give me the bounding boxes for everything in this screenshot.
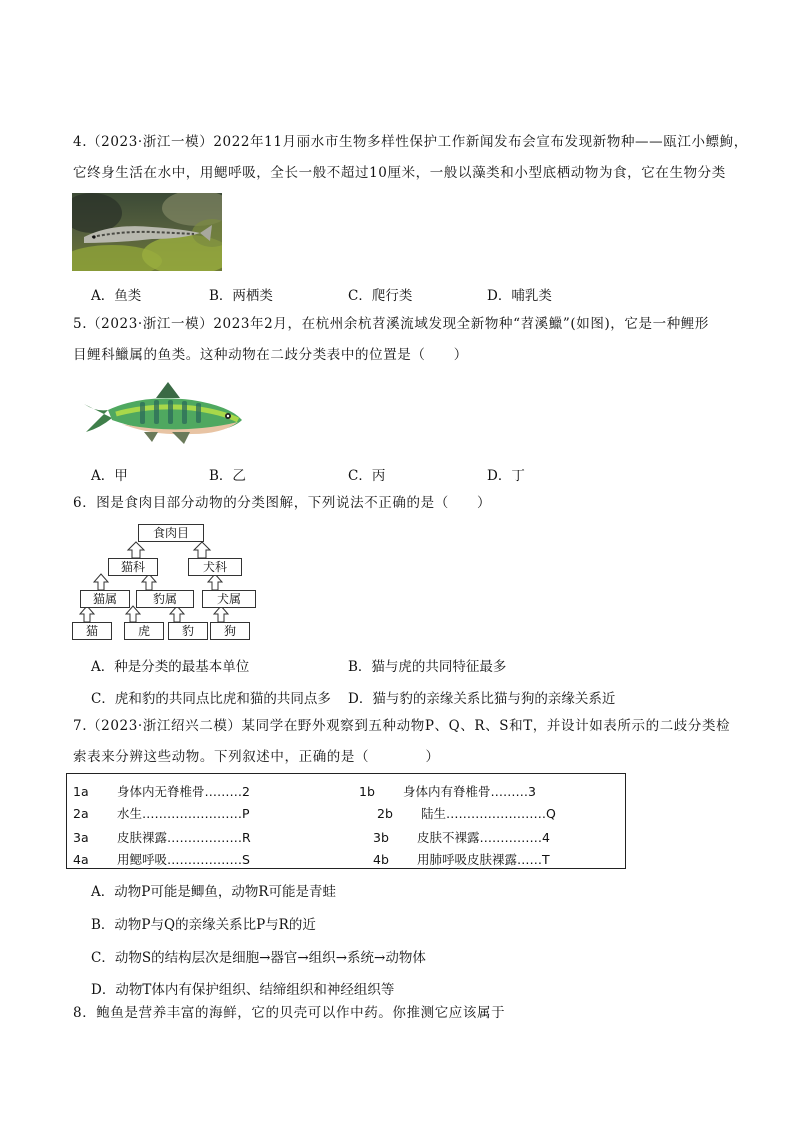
- q4-fish-photo: [72, 193, 222, 271]
- q6-option-a[interactable]: A．种是分类的最基本单位: [91, 659, 250, 675]
- tree-node-genus-leopard: 豹属: [136, 590, 194, 608]
- table-row: 1a 身体内无脊椎骨………2: [73, 784, 250, 799]
- q5-option-a[interactable]: A．甲: [91, 468, 128, 484]
- table-row: 2b 陆生……………………Q: [377, 806, 556, 821]
- tree-node-order: 食肉目: [138, 524, 204, 542]
- q4-line2: 它终身生活在水中，用鳃呼吸，全长一般不超过10厘米，一般以藻类和小型底栖动物为食，它在生物分类: [73, 165, 726, 181]
- q6-option-d[interactable]: D．猫与豹的亲缘关系比猫与狗的亲缘关系近: [348, 691, 616, 707]
- q4-option-c[interactable]: C．爬行类: [348, 288, 413, 304]
- q6-option-c[interactable]: C．虎和豹的共同点比虎和猫的共同点多: [91, 691, 331, 707]
- q4-option-d[interactable]: D．哺乳类: [487, 288, 552, 304]
- q7-option-d[interactable]: D．动物T体内有保护组织、结缔组织和神经组织等: [91, 982, 395, 998]
- q7-key-table: [66, 773, 626, 869]
- q4-option-a[interactable]: A．鱼类: [91, 288, 142, 304]
- q7-line1: 7.（2023·浙江绍兴二模）某同学在野外观察到五种动物P、Q、R、S和T，并设计如表所示的二歧分类检: [73, 718, 731, 734]
- q5-fish-photo: [82, 376, 246, 448]
- tree-node-species-cat: 猫: [72, 622, 112, 640]
- q4-option-b[interactable]: B．两栖类: [209, 288, 273, 304]
- q5-option-b[interactable]: B．乙: [209, 468, 246, 484]
- tree-node-genus-dog: 犬属: [202, 590, 256, 608]
- q4-line1: 4.（2023·浙江一模）2022年11月丽水市生物多样性保护工作新闻发布会宣布发现新物种——瓯江小鳔鮈，: [73, 134, 748, 150]
- tree-node-family-dog: 犬科: [188, 558, 242, 576]
- q8-line1: 8．鲍鱼是营养丰富的海鲜，它的贝壳可以作中药。你推测它应该属于: [73, 1005, 506, 1021]
- q5-option-c[interactable]: C．丙: [348, 468, 386, 484]
- q6-option-b[interactable]: B．猫与虎的共同特征最多: [348, 659, 507, 675]
- q5-line1: 5.（2023·浙江一模）2023年2月，在杭州余杭苕溪流域发现全新物种“苕溪鱲”(如图)，它是一种鲤形: [73, 316, 710, 332]
- table-row: 3b 皮肤不裸露……………4: [373, 830, 550, 845]
- tree-node-family-cat: 猫科: [108, 558, 158, 576]
- tree-node-species-dog: 狗: [210, 622, 250, 640]
- table-row: 3a 皮肤裸露………………R: [73, 830, 251, 845]
- q7-option-b[interactable]: B．动物P与Q的亲缘关系比P与R的近: [91, 917, 316, 933]
- q7-option-a[interactable]: A．动物P可能是鲫鱼，动物R可能是青蛙: [91, 884, 336, 900]
- table-row: 1b 身体内有脊椎骨………3: [359, 784, 536, 799]
- table-row: 2a 水生……………………P: [73, 806, 250, 821]
- q6-tree-diagram: [70, 524, 260, 640]
- q6-line1: 6．图是食肉目部分动物的分类图解，下列说法不正确的是（ ）: [73, 495, 492, 511]
- q7-line2: 索表来分辨这些动物。下列叙述中，正确的是（ ）: [73, 749, 440, 765]
- table-row: 4a 用鳃呼吸………………S: [73, 852, 250, 867]
- tree-node-genus-cat: 猫属: [80, 590, 130, 608]
- tree-node-species-leopard: 豹: [168, 622, 208, 640]
- q5-line2: 目鲤科鱲属的鱼类。这种动物在二歧分类表中的位置是（ ）: [73, 347, 468, 363]
- q5-option-d[interactable]: D．丁: [487, 468, 525, 484]
- tree-node-species-tiger: 虎: [124, 622, 164, 640]
- table-row: 4b 用肺呼吸皮肤裸露……T: [373, 852, 550, 867]
- q7-option-c[interactable]: C．动物S的结构层次是细胞→器官→组织→系统→动物体: [91, 950, 426, 966]
